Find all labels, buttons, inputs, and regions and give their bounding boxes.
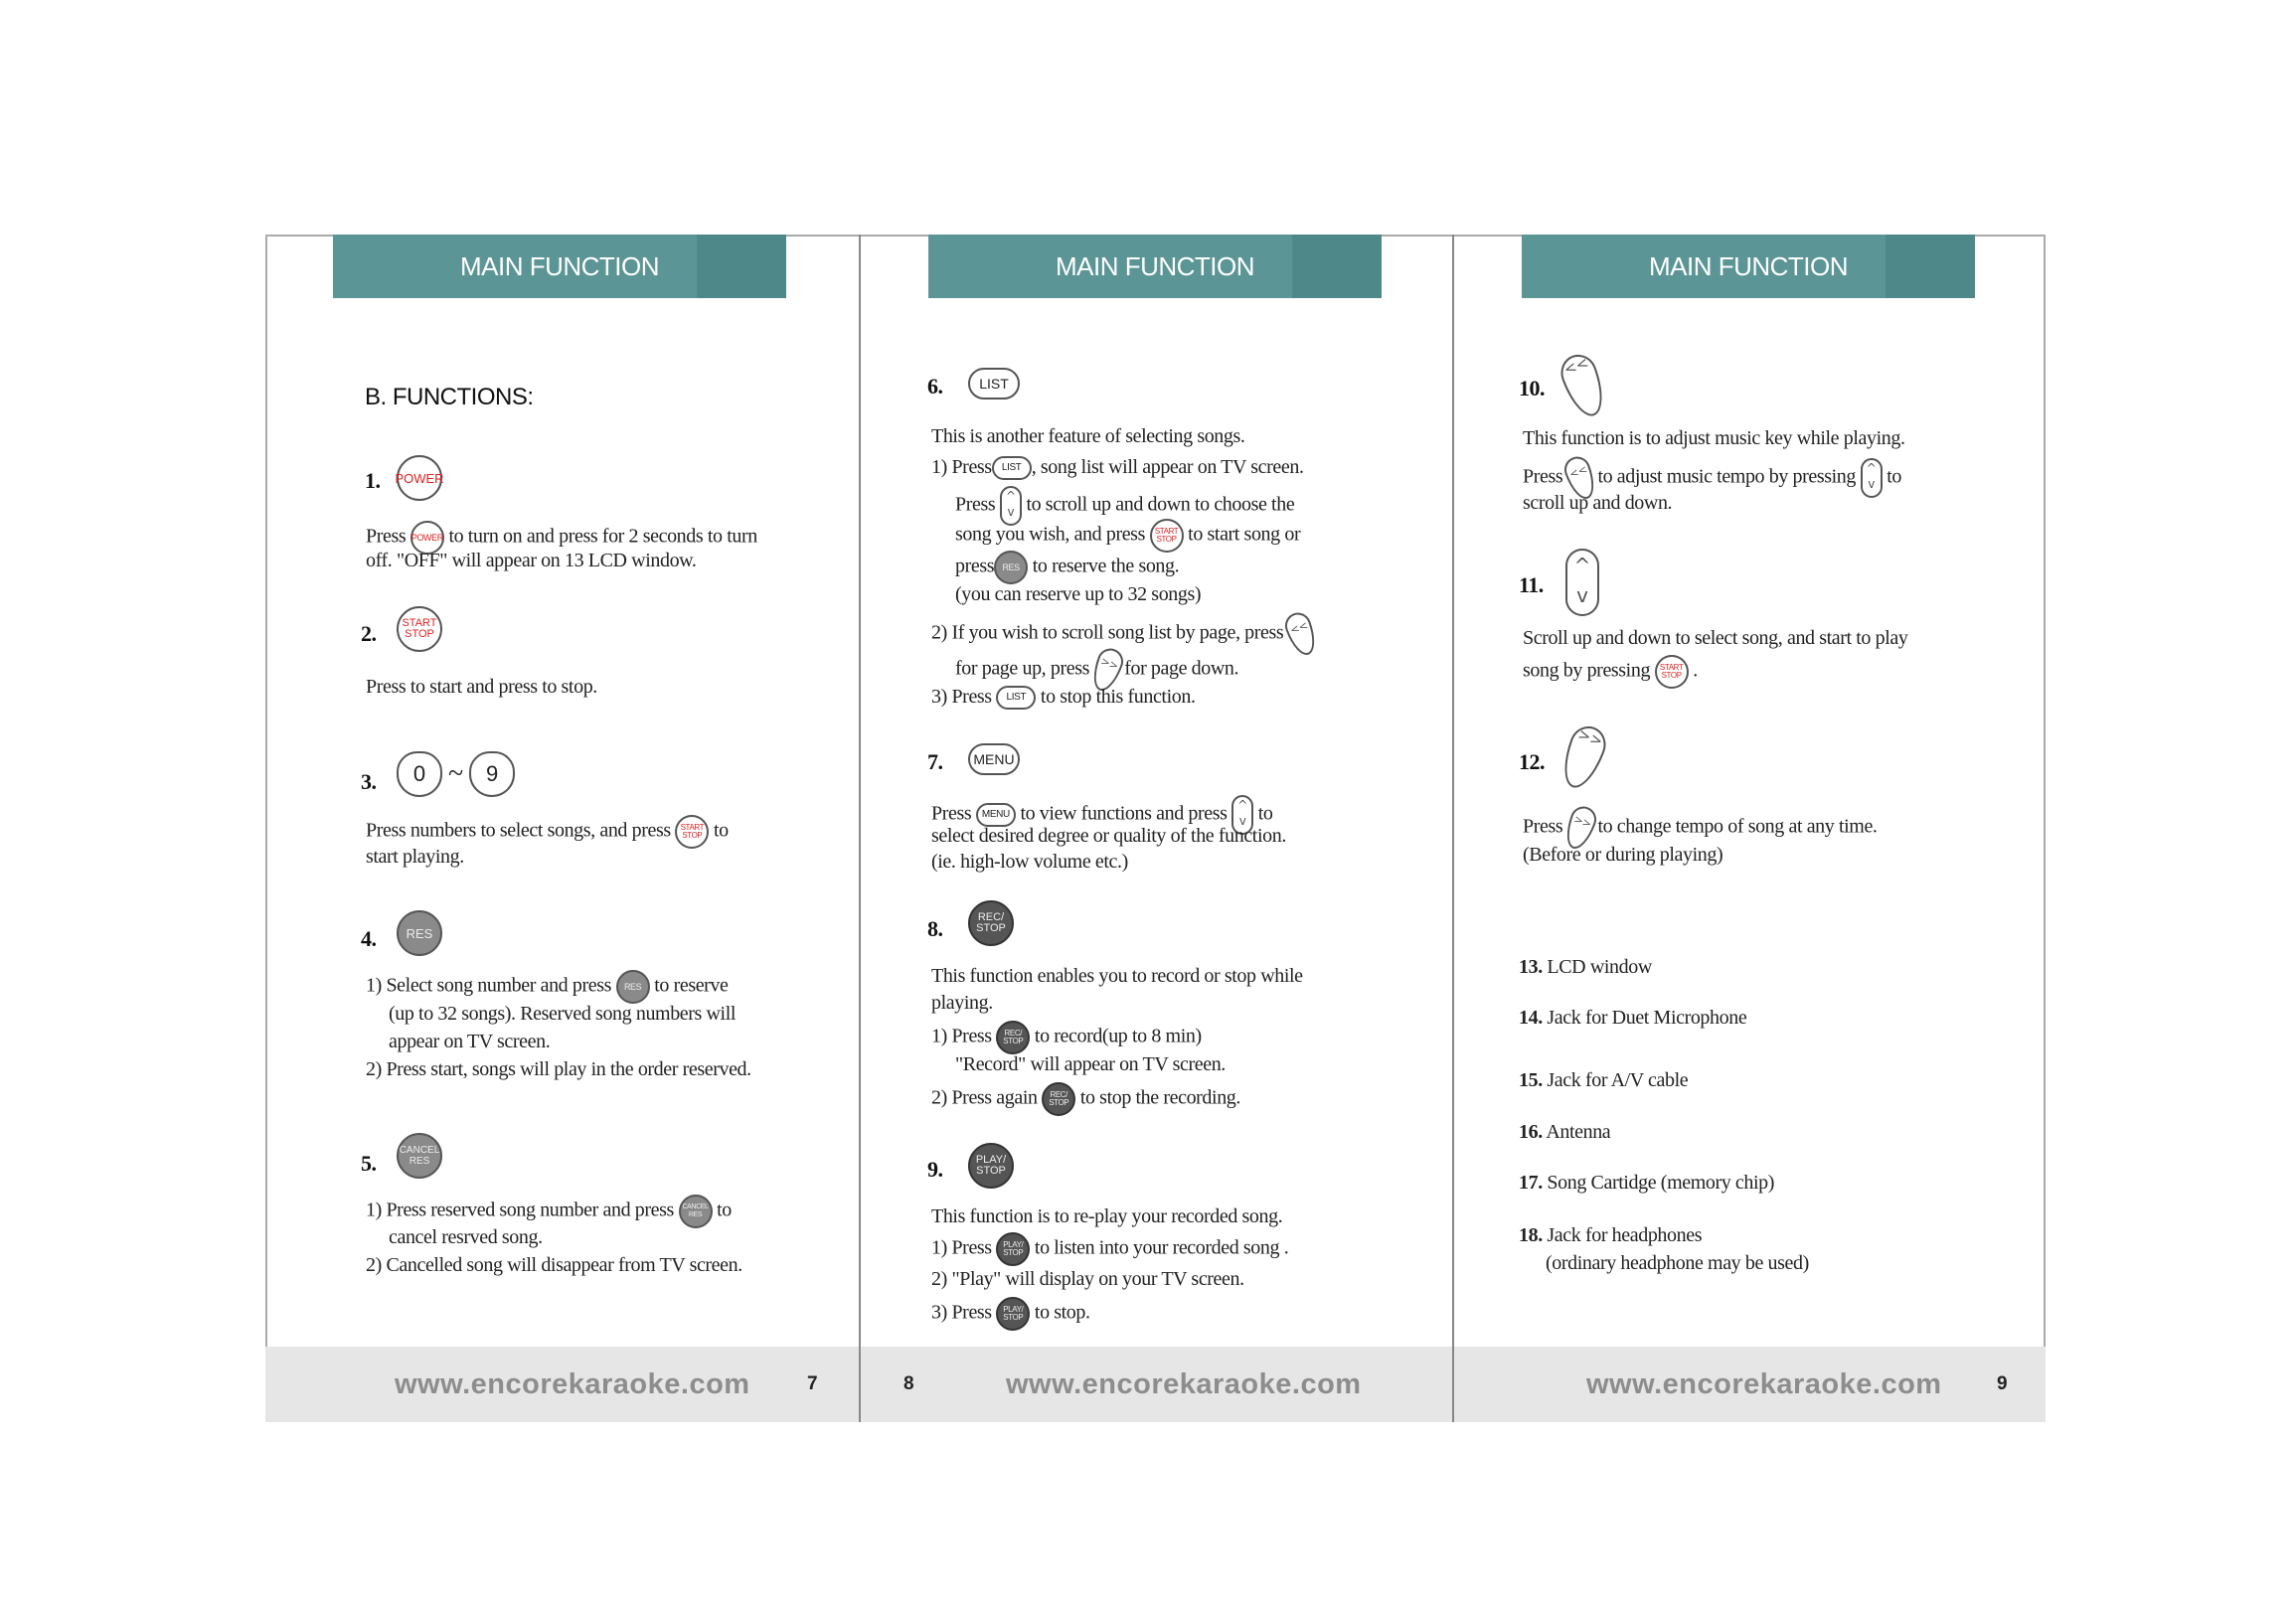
- stop-label: STOP: [1003, 1313, 1024, 1322]
- text-fragment: to change tempo of song at any time.: [1597, 815, 1878, 838]
- item-text: cancel resrved song.: [389, 1226, 543, 1248]
- page-number: 9: [1997, 1373, 2008, 1394]
- page-number: 8: [903, 1373, 914, 1394]
- updown-icon: [1565, 549, 1599, 616]
- cancel-res-icon: [679, 1195, 713, 1228]
- play-stop-icon: [996, 1297, 1030, 1331]
- up-arrow: ^: [1006, 489, 1016, 503]
- item-text: This is another feature of selecting songs.: [931, 425, 1245, 447]
- item-number: 7.: [927, 749, 943, 774]
- list-note: (ordinary headphone may be used): [1546, 1252, 1809, 1274]
- banner-title: MAIN FUNCTION: [1648, 251, 1849, 281]
- start-stop-icon: [675, 815, 709, 849]
- item-number: 2.: [361, 621, 377, 646]
- list-item: [1519, 1005, 1746, 1032]
- text-fragment: to stop.: [1034, 1301, 1090, 1324]
- cancel-res-button-icon: [397, 1133, 442, 1179]
- item-text: [931, 1021, 1202, 1054]
- item-text: This function is to re-play your recorded song.: [931, 1205, 1283, 1227]
- website-url: www.encorekaraoke.com: [395, 1368, 750, 1400]
- text-fragment: press: [955, 555, 995, 577]
- item-text: [366, 1195, 732, 1228]
- key-down-icon: <<: [1560, 453, 1599, 503]
- cancel-label: CANCEL: [399, 1145, 440, 1156]
- text-fragment: 1) Press: [931, 1236, 992, 1259]
- stop-label: STOP: [405, 628, 434, 640]
- start-label: START: [1154, 527, 1179, 536]
- text-fragment: , song list will appear on TV screen.: [1031, 456, 1304, 478]
- text-fragment: to start song or: [1188, 523, 1301, 546]
- list-number: 13.: [1519, 956, 1543, 978]
- menu-icon: MENU: [976, 803, 1016, 827]
- text-fragment: 2) Press again: [931, 1086, 1038, 1109]
- res-label: RES: [406, 925, 433, 941]
- start-stop-icon: [1655, 655, 1689, 689]
- menu-button-icon: [968, 743, 1020, 775]
- text-fragment: Press: [1523, 815, 1563, 838]
- text-fragment: to adjust music tempo by pressing: [1597, 465, 1857, 488]
- rec-stop-icon: [1042, 1082, 1075, 1116]
- item-text: (ie. high-low volume etc.): [931, 851, 1128, 873]
- text-fragment: Press: [366, 525, 407, 548]
- play-stop-button-icon: [968, 1143, 1014, 1189]
- text-fragment: to: [1257, 802, 1273, 825]
- item-text: start playing.: [366, 846, 464, 868]
- page-9: [1452, 235, 2046, 1422]
- res-label: RES: [623, 981, 642, 992]
- item-text: [931, 1232, 1288, 1266]
- text-fragment: 2) If you wish to scroll song list by page, press: [931, 621, 1284, 644]
- item-text: scroll up and down.: [1523, 492, 1673, 514]
- item-text: select desired degree or quality of the function.: [931, 825, 1286, 847]
- item-text: "Record" will appear on TV screen.: [955, 1053, 1226, 1075]
- down-arrow: v: [1576, 583, 1588, 607]
- list-icon: LIST: [996, 686, 1036, 710]
- banner-title: MAIN FUNCTION: [459, 251, 660, 281]
- page-banner: [1522, 235, 1975, 298]
- rec-label: REC/: [977, 911, 1005, 923]
- stop-label: STOP: [1049, 1098, 1069, 1107]
- power-label: POWER: [410, 532, 443, 543]
- stop-label: STOP: [1156, 535, 1177, 544]
- text-fragment: to: [1886, 465, 1901, 488]
- page-number: 7: [807, 1373, 818, 1394]
- text-fragment: to: [713, 819, 729, 842]
- start-label: START: [680, 823, 705, 832]
- res-label: RES: [688, 1211, 703, 1218]
- item-number: 9.: [927, 1157, 943, 1182]
- list-text: Antenna: [1546, 1121, 1611, 1143]
- text-fragment: Press: [1523, 465, 1563, 488]
- section-heading: B. FUNCTIONS:: [365, 384, 534, 410]
- banner-title: MAIN FUNCTION: [1055, 251, 1255, 281]
- list-text: Jack for A/V cable: [1547, 1069, 1689, 1091]
- rec-label: REC/: [1050, 1090, 1067, 1099]
- text-fragment: Press: [931, 802, 972, 825]
- text-fragment: to reserve the song.: [1032, 555, 1180, 577]
- list-item: [1519, 954, 1652, 981]
- rec-stop-button-icon: [968, 900, 1014, 946]
- rec-stop-icon: [996, 1021, 1030, 1054]
- item-text: [931, 684, 1196, 711]
- stop-label: STOP: [976, 922, 1006, 934]
- start-label: START: [1659, 663, 1684, 672]
- play-label: PLAY/: [975, 1154, 1007, 1166]
- text-fragment: for page up, press: [955, 657, 1089, 680]
- item-text: 2) Cancelled song will disappear from TV screen.: [366, 1254, 742, 1276]
- item-number: 1.: [365, 468, 381, 493]
- list-text: Song Cartidge (memory chip): [1547, 1172, 1775, 1194]
- text-fragment: to stop the recording.: [1079, 1086, 1240, 1109]
- stop-label: STOP: [682, 831, 703, 840]
- item-text: [366, 970, 729, 1004]
- list-label: LIST: [968, 368, 1020, 400]
- stop-label: STOP: [1003, 1248, 1024, 1257]
- text-fragment: 1) Press: [931, 456, 992, 478]
- play-label: PLAY/: [1003, 1305, 1024, 1314]
- res-icon: [994, 551, 1028, 584]
- tilde-sign: ~: [448, 758, 464, 789]
- up-arrow: ^: [1573, 554, 1591, 577]
- item-number: 4.: [361, 926, 377, 951]
- power-label: POWER: [395, 470, 444, 486]
- item-text: [1523, 655, 1698, 689]
- text-fragment: to reserve: [654, 974, 729, 997]
- text-fragment: Press: [955, 493, 996, 516]
- item-text: (up to 32 songs). Reserved song numbers will: [389, 1003, 737, 1025]
- cancel-label: CANCEL: [682, 1203, 709, 1210]
- page-footer: [265, 1347, 859, 1422]
- updown-icon: [1861, 458, 1883, 498]
- text-fragment: 1) Select song number and press: [366, 974, 611, 997]
- item-text: playing.: [931, 992, 993, 1014]
- play-stop-icon: [996, 1232, 1030, 1266]
- text-fragment: .: [1693, 659, 1698, 682]
- text-fragment: for page down.: [1124, 657, 1239, 680]
- text-fragment: 3) Press: [931, 686, 992, 708]
- list-number: 18.: [1519, 1224, 1543, 1246]
- item-text: 2) Press start, songs will play in the order reserved.: [366, 1058, 751, 1080]
- text-fragment: to record(up to 8 min): [1034, 1025, 1202, 1047]
- item-text: [955, 519, 1300, 553]
- key-up-label: >>: [1556, 721, 1611, 793]
- page-banner: [928, 235, 1382, 298]
- down-arrow: v: [1007, 505, 1015, 519]
- page-banner: [333, 235, 786, 298]
- item-text: appear on TV screen.: [389, 1031, 551, 1052]
- item-text: off. "OFF" will appear on 13 LCD window.: [366, 550, 697, 571]
- text-fragment: Press numbers to select songs, and press: [366, 819, 671, 842]
- list-number: 17.: [1519, 1172, 1543, 1194]
- key-down-icon: <<: [1281, 609, 1320, 659]
- page-footer: [1454, 1347, 2046, 1422]
- item-number: 12.: [1519, 749, 1545, 774]
- item-text: (you can reserve up to 32 songs): [955, 583, 1202, 605]
- item-number: 8.: [927, 916, 943, 941]
- item-text: [931, 1297, 1090, 1331]
- text-fragment: to view functions and press: [1020, 802, 1228, 825]
- item-text: [955, 551, 1179, 584]
- text-fragment: to scroll up and down to choose the: [1026, 493, 1295, 516]
- menu-label: MENU: [968, 743, 1020, 775]
- res-icon: [616, 970, 650, 1004]
- key-up-button-icon: [1565, 724, 1606, 789]
- item-text: (Before or during playing): [1523, 844, 1723, 866]
- item-text: 2) "Play" will display on your TV screen.: [931, 1268, 1244, 1290]
- item-number: 11.: [1519, 572, 1544, 597]
- item-text: This function is to adjust music key while playing.: [1523, 427, 1905, 449]
- list-item: [1519, 1067, 1688, 1094]
- key-down-button-icon: [1560, 353, 1601, 417]
- list-number: 16.: [1519, 1121, 1543, 1143]
- text-fragment: to listen into your recorded song .: [1034, 1236, 1289, 1259]
- list-text: LCD window: [1547, 956, 1652, 978]
- play-label: PLAY/: [1003, 1240, 1024, 1249]
- text-fragment: song you wish, and press: [955, 523, 1145, 546]
- digit-nine: 9: [486, 761, 499, 786]
- list-number: 15.: [1519, 1069, 1543, 1091]
- start-stop-button-icon: [397, 606, 442, 652]
- number-buttons-icon: [397, 751, 515, 797]
- text-fragment: to turn on and press for 2 seconds to turn: [448, 525, 757, 548]
- item-text: [931, 454, 1304, 481]
- scroll-button-icon: [1565, 549, 1599, 616]
- website-url: www.encorekaraoke.com: [1586, 1368, 1942, 1400]
- res-label: RES: [1002, 561, 1020, 572]
- start-stop-icon: [1150, 519, 1184, 553]
- item-number: 6.: [927, 374, 943, 399]
- res-label: RES: [409, 1156, 430, 1167]
- list-text: Jack for Duet Microphone: [1547, 1007, 1747, 1029]
- rec-label: REC/: [1004, 1029, 1023, 1038]
- list-item: [1519, 1119, 1610, 1146]
- down-arrow: v: [1868, 477, 1875, 491]
- start-label: START: [402, 617, 437, 629]
- item-number: 10.: [1519, 376, 1545, 400]
- item-number: 3.: [361, 769, 377, 794]
- text-fragment: song by pressing: [1523, 659, 1651, 682]
- stop-label: STOP: [976, 1165, 1006, 1177]
- stop-label: STOP: [1003, 1037, 1024, 1045]
- item-number: 5.: [361, 1151, 377, 1176]
- up-arrow: ^: [1237, 798, 1247, 812]
- list-button-icon: [968, 368, 1020, 400]
- page-footer: [861, 1347, 1452, 1422]
- digit-zero: 0: [412, 761, 426, 786]
- item-text: [931, 1082, 1240, 1116]
- page-7: [265, 235, 859, 1422]
- list-number: 14.: [1519, 1007, 1543, 1029]
- list-item: [1519, 1170, 1774, 1197]
- text-fragment: 1) Press reserved song number and press: [366, 1199, 674, 1221]
- item-text: Scroll up and down to select song, and start to play: [1523, 627, 1908, 649]
- key-up-icon: >>: [1087, 645, 1126, 695]
- key-up-icon: >>: [1560, 803, 1599, 853]
- list-text: Jack for headphones: [1547, 1224, 1703, 1246]
- down-arrow: v: [1238, 814, 1246, 828]
- item-text: Press to start and press to stop.: [366, 676, 597, 698]
- website-url: www.encorekaraoke.com: [1006, 1368, 1362, 1400]
- up-arrow: ^: [1866, 461, 1877, 475]
- text-fragment: to stop this function.: [1040, 686, 1196, 708]
- text-fragment: 3) Press: [931, 1301, 992, 1324]
- res-button-icon: [397, 910, 442, 956]
- list-icon: LIST: [992, 456, 1032, 480]
- text-fragment: to: [717, 1199, 732, 1221]
- item-text: This function enables you to record or stop while: [931, 965, 1303, 987]
- list-item: [1519, 1222, 1702, 1249]
- text-fragment: 1) Press: [931, 1025, 992, 1047]
- page-8: [859, 235, 1452, 1422]
- key-down-label: <<: [1556, 350, 1611, 421]
- power-button-icon: [397, 455, 442, 501]
- stop-label: STOP: [1661, 671, 1682, 680]
